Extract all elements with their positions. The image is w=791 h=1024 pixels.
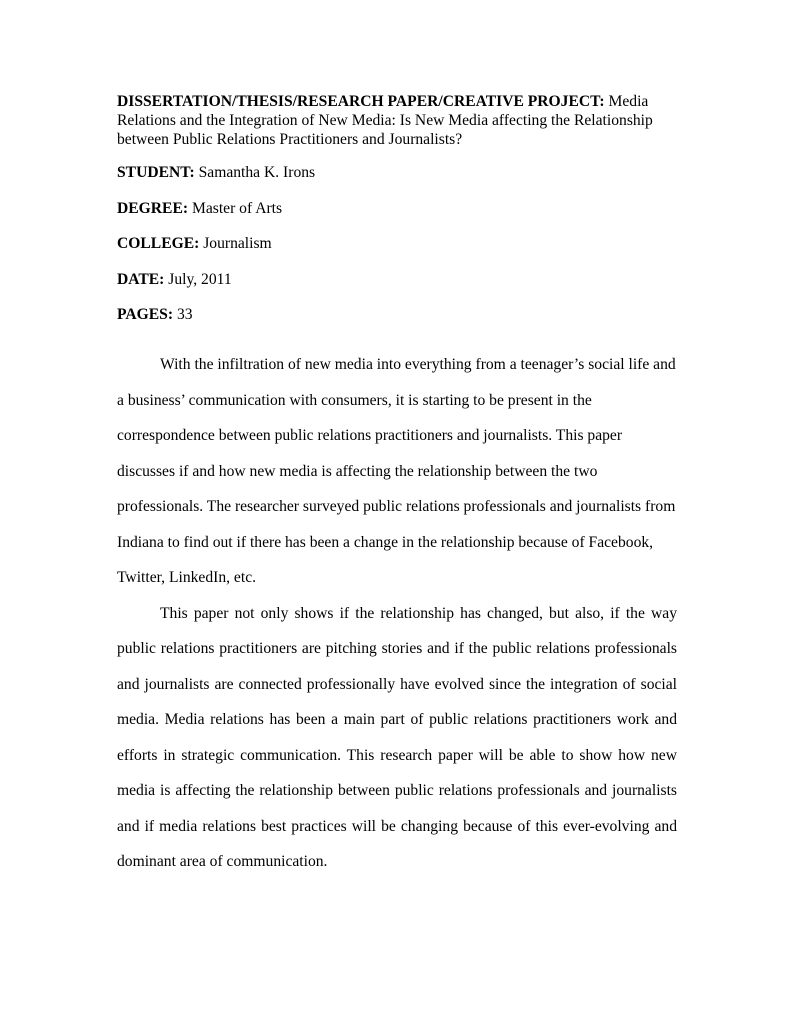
pages-label: PAGES:	[117, 306, 174, 323]
document-title	[117, 92, 677, 149]
date-label: DATE:	[117, 270, 165, 288]
student-label: STUDENT:	[117, 164, 195, 181]
date-value: July, 2011	[168, 270, 232, 288]
college-field	[117, 234, 677, 253]
abstract-paragraph-1: With the infiltration of new media into everything from a teenager’s social life and a business’ communication with consumers, it is starting to be present in the correspondence between public relations practitioners and journalists. This paper discusses if and how new media is affecting the relationship between the two professionals. The researcher surveyed public relations professionals and journalists from Indiana to find out if there has been a change in the relationship because of Facebook, Twitter, LinkedIn, etc.	[117, 356, 676, 586]
student-value: Samantha K. Irons	[198, 164, 316, 181]
degree-value: Master of Arts	[191, 199, 283, 217]
student-field	[117, 163, 677, 182]
pages-field	[117, 305, 677, 324]
date-field	[117, 270, 677, 289]
college-value: Journalism	[203, 235, 272, 252]
abstract	[117, 347, 677, 880]
pages-value: 33	[176, 306, 193, 323]
degree-label: DEGREE:	[117, 199, 189, 217]
abstract-paragraph-2: This paper not only shows if the relationship has changed, but also, if the way public relations practitioners are pitching stories and if the public relations professionals and journalists are connected professionally have evolved since the integration of social media. Media relations has been a main part of public relations practitioners work and efforts in strategic communication. This research paper will be able to show how new media is affecting the relationship between public relations professionals and journalists and if media relations best practices will be changing because of this ever-evolving and dominant area of communication.	[117, 604, 677, 870]
document-page	[117, 92, 677, 880]
title-value: Media Relations and the Integration of New Media: Is New Media affecting the Relationship between Public Relations Practitioners and Journalists?	[117, 93, 653, 148]
degree-field	[117, 199, 677, 218]
title-label: DISSERTATION/THESIS/RESEARCH PAPER/CREATIVE PROJECT:	[117, 93, 605, 110]
college-label: COLLEGE:	[117, 235, 200, 252]
